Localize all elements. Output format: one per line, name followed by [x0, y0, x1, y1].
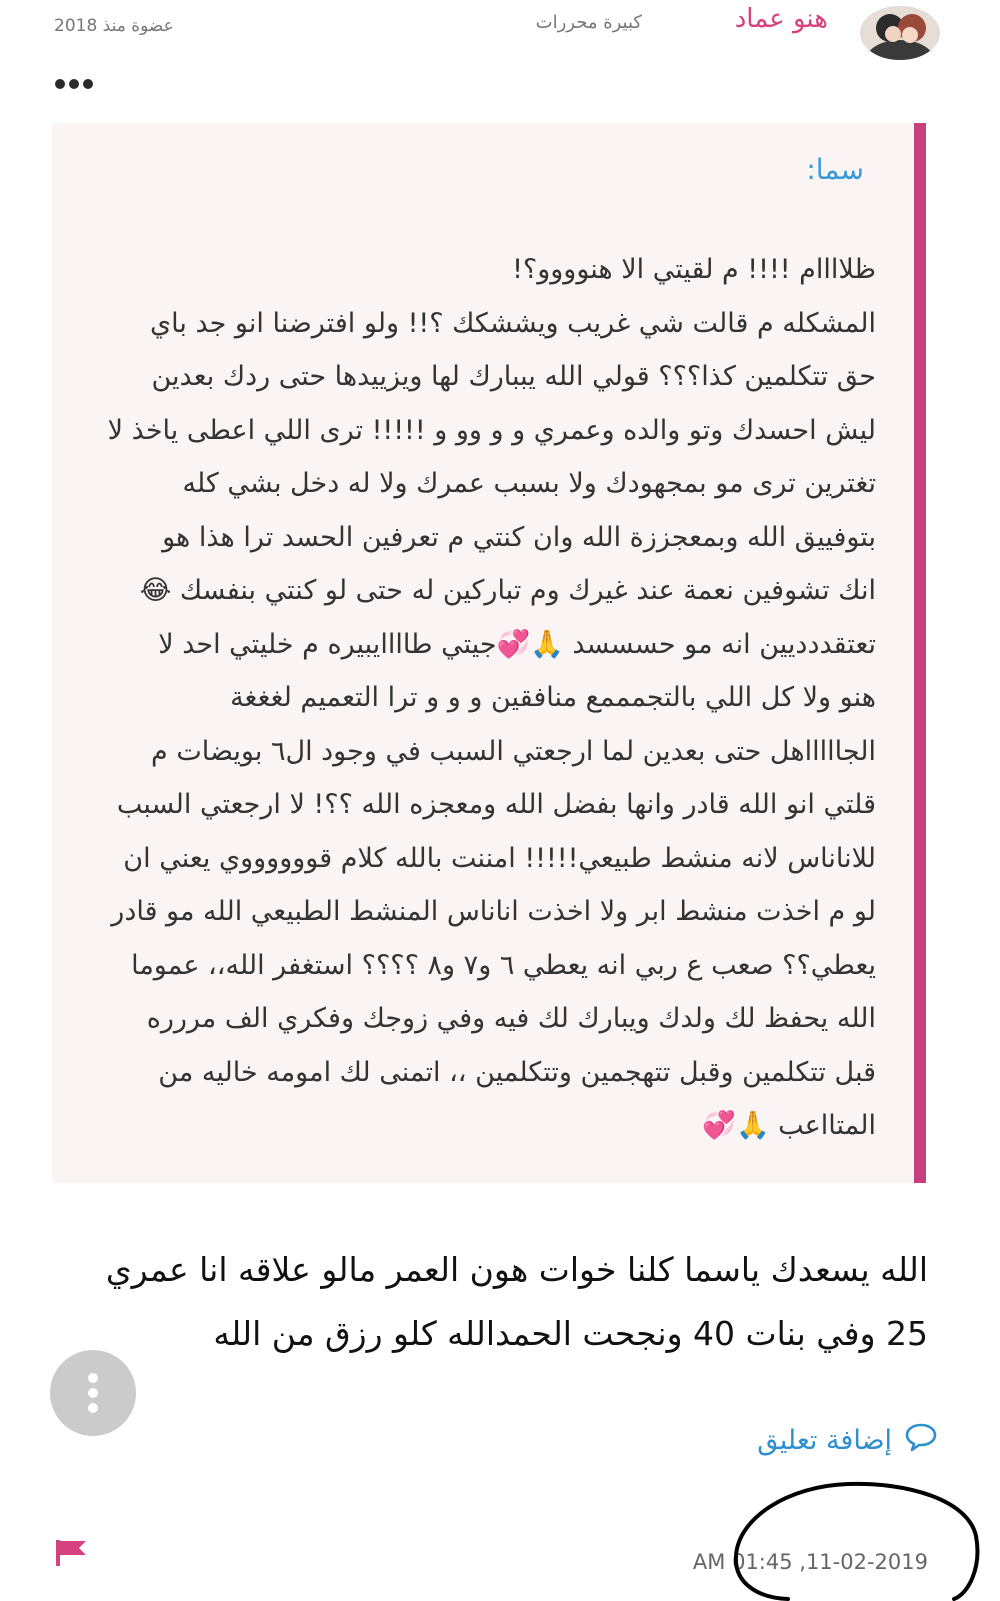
author-rank: كبيرة محررات	[535, 12, 642, 33]
reply-body	[88, 1238, 928, 1366]
quote-line: تغترين ترى مو بمجهودك ولا بسبب عمرك ولا له دخل بشي كله	[182, 468, 876, 499]
comment-icon	[904, 1422, 938, 1459]
quote-line: انك تشوفين نعمة عند غيرك وم تباركين له حتى لو كنتي بنفسك 😂	[139, 575, 876, 606]
quote-line: الجاااااهل حتى بعدين لما ارجعتي السبب في وجود ال٦ بويضات م	[151, 735, 876, 767]
quote-body	[76, 243, 876, 1153]
quote-line: تعتقددديين انه مو حسسسد 🙏💞جيتي طاااايبيره م خليتي احد لا	[158, 628, 876, 660]
more-horizontal-icon[interactable]	[54, 64, 94, 99]
member-since: عضوة منذ 2018	[54, 16, 174, 36]
quoted-post	[52, 123, 926, 1183]
reply-line: 25 وفي بنات 40 ونجحت الحمدالله كلو رزق من الله	[213, 1314, 928, 1353]
flag-icon[interactable]	[54, 1538, 90, 1572]
reply-line: الله يسعدك ياسما كلنا خوات هون العمر مالو علاقه انا عمري	[105, 1250, 928, 1289]
quote-author: سما:	[806, 153, 864, 186]
quote-line: قبل تتكلمين وقبل تتهجمين وتتكلمين ،، اتمنى لك امومه خاليه من	[158, 1056, 876, 1088]
more-vertical-button[interactable]	[50, 1350, 136, 1436]
quote-line: المتااعب 🙏💞	[702, 1110, 876, 1141]
quote-line: لو م اخذت منشط ابر ولا اخذت اناناس المنشط الطبيعي الله مو قادر	[111, 896, 876, 927]
post-timestamp: AM 01:45 ,11-02-2019	[692, 1550, 928, 1574]
quote-line: يعطي؟؟ صعب ع ربي انه يعطي ٦ و٧ و٨ ؟؟؟؟ استغفر الله،، عموما	[131, 949, 876, 981]
quote-line: ليش احسدك وتو والده وعمري و و وو و !!!!! ترى اللي اعطى ياخذ لا	[107, 414, 876, 446]
quote-line: المشكله م قالت شي غريب ويششكك ؟!! ولو افترضنا انو جد باي	[150, 307, 876, 339]
quote-line: هنو ولا كل اللي بالتجمممع منافقين و و و ترا التعميم لغغغة	[230, 682, 876, 713]
more-vertical-icon	[50, 1350, 136, 1436]
quote-line: بتوفييق الله وبمعجززة الله وان كنتي م تعرفين الحسد ترا هذا هو	[162, 521, 876, 553]
add-comment-button[interactable]	[757, 1422, 938, 1459]
quote-line: حق تتكلمين كذا؟؟؟ قولي الله يببارك لها ويزييدها حتى ردك بعدين	[151, 361, 876, 392]
avatar[interactable]	[860, 6, 940, 60]
hand-drawn-circle-annotation	[728, 1478, 988, 1601]
author-name[interactable]: هنو عماد	[734, 4, 828, 34]
post-header	[0, 0, 1000, 70]
quote-line: ظلاااام !!!! م لقيتي الا هنوووو؟!	[512, 254, 876, 285]
quote-line: الله يحفظ لك ولدك ويبارك لك فيه وفي زوجك وفكري الف مررره	[146, 1003, 876, 1034]
quote-line: للاناناس لانه منشط طبيعي!!!!! امننت بالله كلام قووووووي يعني ان	[123, 842, 876, 874]
add-comment-label: إضافة تعليق	[757, 1425, 892, 1456]
quote-line: قلتي انو الله قادر وانها بفضل الله ومعجزه الله ؟؟! لا ارجعتي السبب	[116, 789, 876, 820]
